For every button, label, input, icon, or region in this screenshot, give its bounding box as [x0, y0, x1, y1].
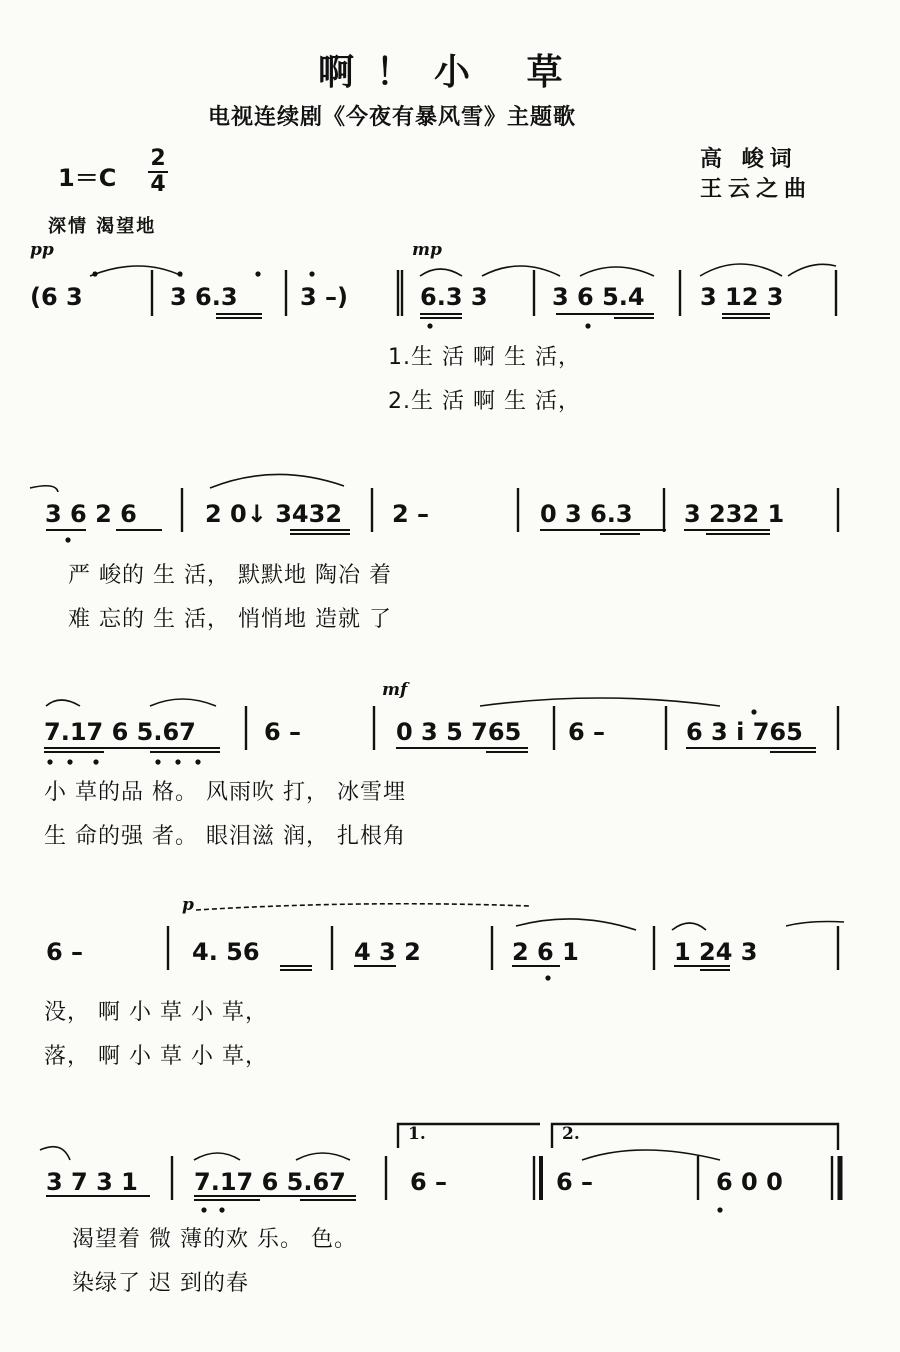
- measure: 4. 56: [192, 938, 260, 966]
- measure: 6 –: [46, 938, 84, 966]
- key-signature: 1＝C: [58, 164, 117, 192]
- lyrics-verse-1: 小 草的品 格。 风雨吹 打， 冰雪埋: [44, 780, 406, 805]
- measure: 3 6 2 6: [45, 500, 137, 528]
- lyrics-verse-2: 难 忘的 生 活， 悄悄地 造就 了: [68, 607, 392, 632]
- lyrics-verse-2: 落， 啊 小 草 小 草，: [44, 1044, 268, 1069]
- measure: 6.3 3: [420, 283, 488, 311]
- time-signature-numerator: 2: [150, 146, 166, 171]
- time-signature-denominator: 4: [150, 172, 166, 197]
- measure: 6 3 i 765: [686, 718, 803, 746]
- tempo-marking: 深情 渴望地: [48, 216, 157, 237]
- lyrics-verse-2: 染绿了 迟 到的春: [72, 1271, 249, 1296]
- lyrics-verse-2: 2.生 活 啊 生 活，: [388, 389, 581, 414]
- measure: 2 6 1: [512, 938, 579, 966]
- song-subtitle: 电视连续剧《今夜有暴风雪》主题歌: [208, 105, 577, 130]
- dynamic-mp: mp: [412, 240, 442, 260]
- lyrics-verse-1: 严 峻的 生 活， 默默地 陶冶 着: [68, 563, 392, 588]
- dynamic-pp: pp: [30, 240, 54, 260]
- dynamic-mf: mf: [382, 680, 408, 700]
- measure: 6 –: [568, 718, 606, 746]
- song-title: 啊！小 草: [318, 51, 585, 93]
- measure: 6 –: [556, 1168, 594, 1196]
- measure: 3 232 1: [684, 500, 785, 528]
- measure: 6 –: [264, 718, 302, 746]
- volta-second-ending-label: 2.: [562, 1124, 580, 1144]
- measure: 2 –: [392, 500, 430, 528]
- measure: 6 0 0: [716, 1168, 783, 1196]
- measure: 3 12 3: [700, 283, 784, 311]
- measure: 3 6.3: [170, 283, 238, 311]
- lyrics-verse-2: 生 命的强 者。 眼泪滋 润， 扎根角: [44, 824, 406, 849]
- measure: (6 3: [30, 283, 83, 311]
- measure: 7.17 6 5.67: [44, 718, 196, 746]
- measure: 4 3 2: [354, 938, 421, 966]
- measure: 7.17 6 5.67: [194, 1168, 346, 1196]
- lyrics-verse-1: 渴望着 微 薄的欢 乐。 色。: [72, 1227, 357, 1252]
- measure: 0 3 6.3: [540, 500, 633, 528]
- volta-first-ending-label: 1.: [408, 1124, 426, 1144]
- measure: 6 –: [410, 1168, 448, 1196]
- measure: 3 6 5.4: [552, 283, 645, 311]
- measure: 3 7 3 1: [46, 1168, 138, 1196]
- measure: 3 –): [300, 283, 349, 311]
- composer-credit: 王云之曲: [700, 177, 813, 202]
- lyricist-credit: 高 峻词: [700, 147, 798, 172]
- lyrics-verse-1: 没， 啊 小 草 小 草，: [44, 1000, 268, 1025]
- measure: 2 0↓ 3432: [205, 500, 343, 528]
- lyrics-verse-1: 1.生 活 啊 生 活，: [388, 345, 581, 370]
- measure: 0 3 5 765: [396, 718, 522, 746]
- dynamic-p: p: [182, 895, 194, 915]
- measure: 1 24 3: [674, 938, 758, 966]
